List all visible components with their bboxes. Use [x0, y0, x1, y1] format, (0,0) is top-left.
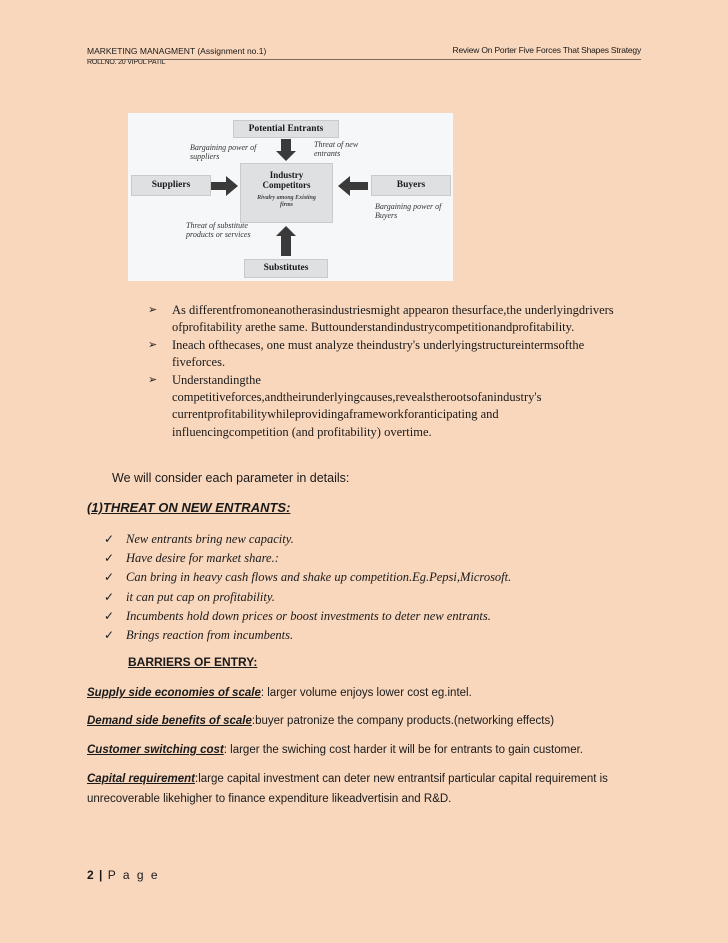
- term: Demand side benefits of scale: [87, 715, 252, 727]
- header-title: MARKETING MANAGMENT (Assignment no.1): [87, 46, 267, 56]
- check-icon: ✓: [104, 628, 115, 643]
- page-number: 2: [87, 868, 94, 882]
- check-item: ✓ Have desire for market share.:: [104, 549, 511, 568]
- check-item: ✓ Brings reaction from incumbents.: [104, 626, 511, 645]
- check-item: ✓ it can put cap on profitability.: [104, 588, 511, 607]
- page-label: P a g e: [107, 868, 160, 882]
- check-icon: ✓: [104, 589, 115, 604]
- label-bargaining-suppliers: Bargaining power of suppliers: [190, 143, 257, 161]
- header-right-title: Review On Porter Five Forces That Shapes Strategy: [452, 45, 641, 55]
- check-icon: ✓: [104, 570, 115, 585]
- section-title: (1)THREAT ON NEW ENTRANTS:: [87, 500, 291, 515]
- arrow-bullet-list: [148, 302, 618, 441]
- paragraph-demand-side: Demand side benefits of scale:buyer patronize the company products.(networking effects): [87, 715, 555, 727]
- header-left: [87, 45, 266, 69]
- term: Customer switching cost: [87, 744, 224, 756]
- rivalry-label: Rivalry among Existing firms: [257, 195, 316, 208]
- label-bargaining-buyers: Bargaining power of Buyers: [375, 202, 442, 220]
- bullet-item: ➢ Understandingthe competitiveforces,andtheirunderlyingcauses,revealstherootsofanindustry's currentprofitabilitywhileprovidingaframeworkforanticipating and influencingcompetition (and profitability) overtime.: [148, 372, 542, 439]
- barriers-title: BARRIERS OF ENTRY:: [128, 655, 258, 669]
- arrow-left-buyers: [338, 176, 368, 196]
- label-threat-substitute: Threat of substitute products or services: [186, 221, 251, 239]
- arrow-right-suppliers: [210, 176, 238, 196]
- header-rule: [87, 59, 641, 60]
- check-list: [104, 530, 511, 645]
- industry-competitors-label: Industry Competitors: [262, 170, 311, 190]
- header-roll: ROLLNO. 20 VIPUL PATIL: [87, 59, 166, 66]
- check-icon: ✓: [104, 551, 115, 566]
- paragraph-capital-requirement: Capital requirement:large capital investment can deter new entrantsif particular capital requirement is unrecoverable likehigher to finance expenditure likeadvertisin and R&D.: [87, 773, 608, 805]
- consider-text: We will consider each parameter in details:: [112, 471, 350, 485]
- box-suppliers: Suppliers: [131, 175, 211, 196]
- paragraph-supply-side: Supply side economies of scale: larger volume enjoys lower cost eg.intel.: [87, 687, 472, 699]
- arrow-down-entrants: [276, 139, 296, 161]
- term: Capital requirement: [87, 773, 195, 785]
- check-item: ✓ New entrants bring new capacity.: [104, 530, 511, 549]
- check-item: ✓ Incumbents hold down prices or boost investments to deter new entrants.: [104, 607, 511, 626]
- label-threat-new-entrants: Threat of new entrants: [314, 140, 359, 158]
- footer-separator: |: [99, 868, 103, 882]
- arrow-bullet-icon: ➢: [148, 338, 158, 351]
- page-footer: [87, 868, 160, 882]
- box-potential-entrants: Potential Entrants: [233, 120, 339, 138]
- check-icon: ✓: [104, 608, 115, 623]
- term: Supply side economies of scale: [87, 687, 261, 699]
- box-substitutes: Substitutes: [244, 259, 328, 278]
- paragraph-switching-cost: Customer switching cost: larger the swiching cost harder it will be for entrants to gain customer.: [87, 744, 583, 756]
- check-item: ✓ Can bring in heavy cash flows and shake up competition.Eg.Pepsi,Microsoft.: [104, 568, 511, 587]
- box-industry-competitors: [240, 163, 333, 223]
- check-icon: ✓: [104, 532, 115, 546]
- arrow-bullet-icon: ➢: [148, 304, 158, 316]
- arrow-bullet-icon: ➢: [148, 373, 158, 386]
- box-buyers: Buyers: [371, 175, 451, 196]
- arrow-up-substitutes: [276, 226, 296, 256]
- bullet-item: ➢ As differentfromoneanotherasindustriesmight appearon thesurface,the underlyingdrivers ofprofitability arethe same. Buttounderstandindustrycompetitionandprofitability.: [148, 303, 614, 335]
- bullet-item: ➢ Ineach ofthecases, one must analyze theindustry's underlyingstructureintermsofthe fiveforces.: [148, 337, 585, 370]
- five-forces-diagram: [128, 113, 453, 281]
